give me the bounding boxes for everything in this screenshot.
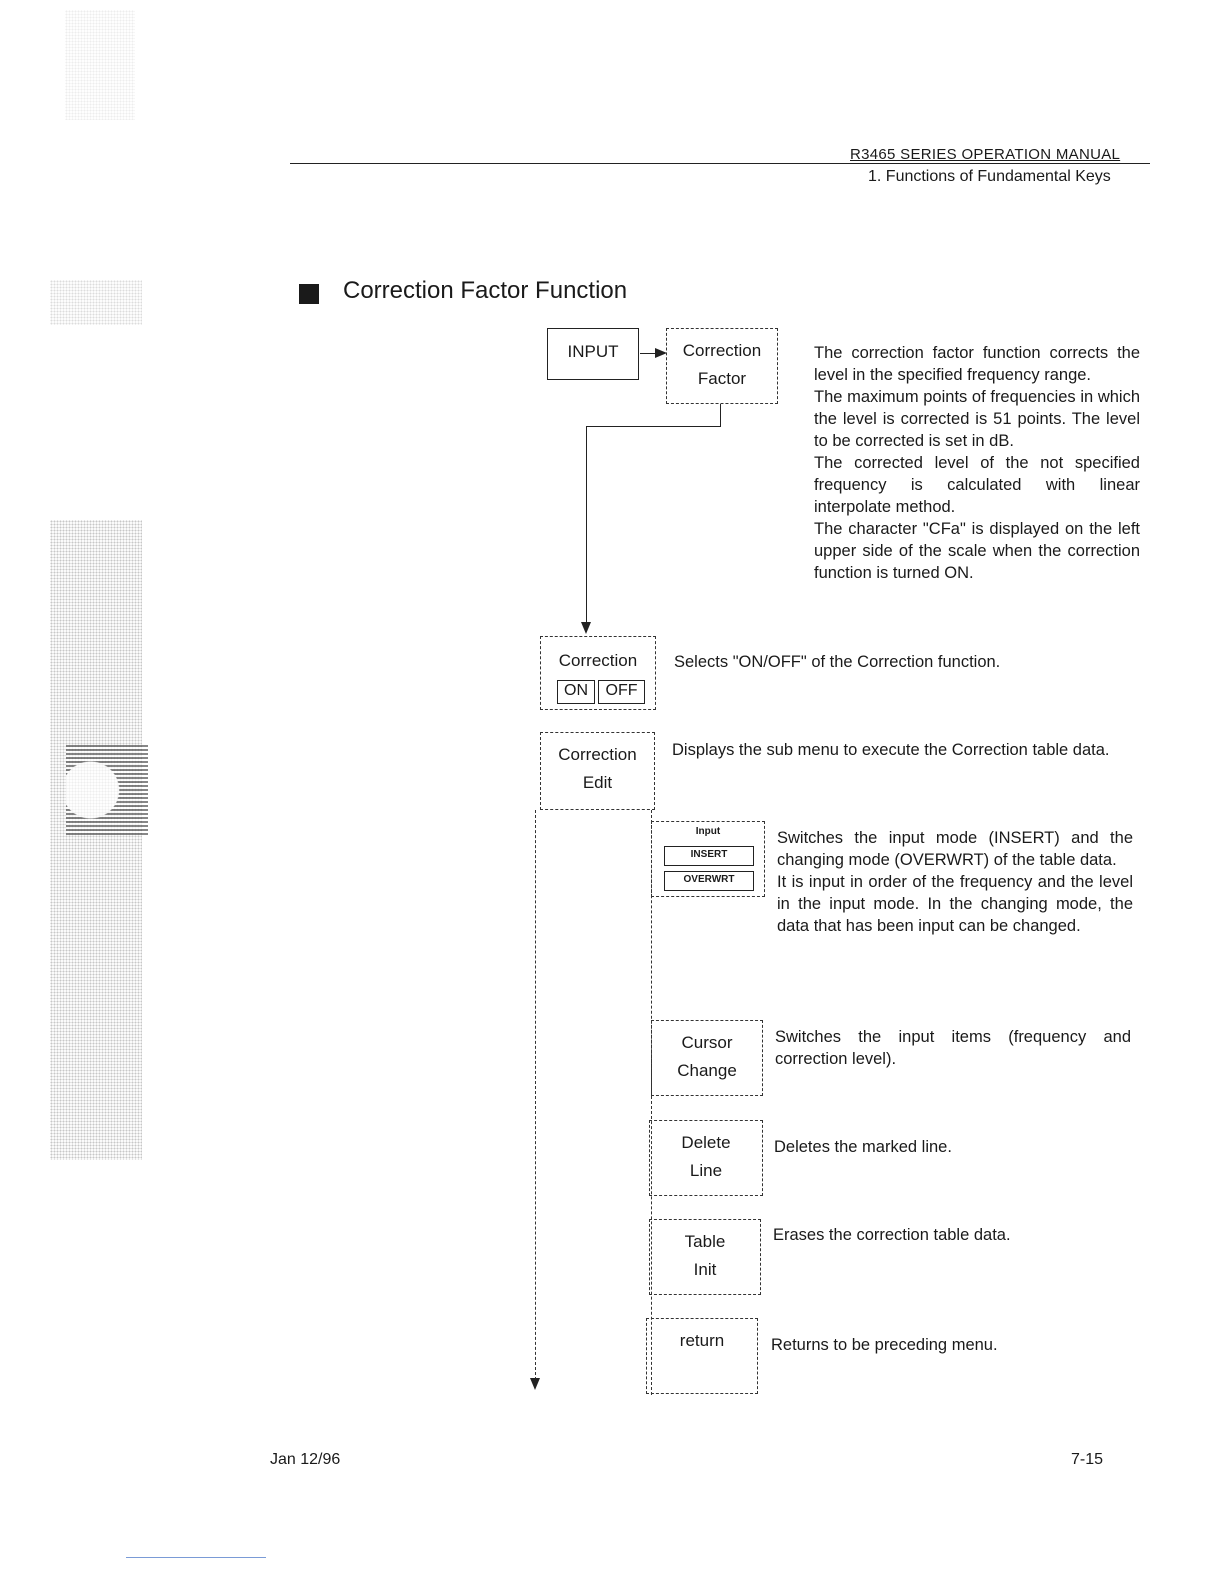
input-key-label: INPUT <box>567 342 619 361</box>
section-bullet-icon <box>299 284 319 304</box>
delete-line-label-2: Line <box>689 1161 723 1180</box>
correction-factor-key[interactable] <box>666 328 778 404</box>
manual-title: R3465 SERIES OPERATION MANUAL <box>850 146 1121 163</box>
intro-paragraph: The corrected level of the not specified frequency is calculated with linear interpolate method. <box>814 454 1140 516</box>
menu-continuation-line <box>535 810 536 1380</box>
table-init-description: Erases the correction table data. <box>773 1226 1011 1244</box>
connector-line <box>586 426 721 427</box>
input-mode-paragraph: It is input in order of the frequency and the level in the input mode. In the changing mode, the data that has been input can be changed. <box>777 873 1133 935</box>
submenu-connector-line <box>651 810 652 1395</box>
input-mode-paragraph: Switches the input mode (INSERT) and the changing mode (OVERWRT) of the table data. <box>777 829 1133 869</box>
correction-edit-label-2: Edit <box>582 773 613 792</box>
correction-edit-label-1: Correction <box>558 745 637 764</box>
scan-noise <box>50 520 142 1160</box>
overwrt-option[interactable]: OVERWRT <box>664 871 754 891</box>
intro-paragraph: The correction factor function corrects the level in the specified frequency range. <box>814 344 1140 384</box>
input-key[interactable] <box>547 328 639 380</box>
return-key[interactable] <box>646 1318 758 1394</box>
page-number: 7-15 <box>1071 1451 1104 1468</box>
correction-onoff-label: Correction <box>558 651 638 670</box>
delete-line-label-1: Delete <box>681 1133 731 1152</box>
delete-line-key[interactable] <box>649 1120 763 1196</box>
connector-line <box>586 426 587 624</box>
arrow-down-icon <box>530 1378 540 1390</box>
cursor-change-label-1: Cursor <box>681 1033 733 1052</box>
return-description: Returns to be preceding menu. <box>771 1336 998 1354</box>
cursor-change-key[interactable] <box>651 1020 763 1096</box>
input-mode-description <box>777 827 1133 937</box>
correction-factor-label-1: Correction <box>682 341 762 360</box>
scan-noise <box>66 745 148 835</box>
correction-edit-description: Displays the sub menu to execute the Correction table data. <box>672 741 1110 759</box>
connector-line <box>720 404 721 426</box>
page-rule <box>126 1557 266 1558</box>
scan-noise <box>65 10 135 120</box>
intro-paragraph: The maximum points of frequencies in which the level is corrected is 51 points. The level to be corrected is set in dB. <box>814 388 1140 450</box>
chapter-title: 1. Functions of Fundamental Keys <box>868 168 1111 185</box>
on-option[interactable]: ON <box>557 680 595 704</box>
section-title: Correction Factor Function <box>343 277 628 304</box>
table-init-key[interactable] <box>649 1219 761 1295</box>
correction-onoff-description: Selects "ON/OFF" of the Correction function. <box>674 653 1001 671</box>
arrow-down-icon <box>581 622 591 634</box>
input-mode-label: Input <box>695 826 721 837</box>
return-label: return <box>679 1331 725 1350</box>
header-rule <box>290 163 1150 164</box>
intro-description <box>814 342 1140 584</box>
cursor-change-label-2: Change <box>677 1061 737 1080</box>
correction-edit-key[interactable] <box>540 732 655 810</box>
table-init-label-1: Table <box>684 1232 726 1251</box>
table-init-label-2: Init <box>693 1260 717 1279</box>
footer-date: Jan 12/96 <box>270 1451 341 1468</box>
connector-line <box>640 353 656 354</box>
intro-paragraph: The character "CFa" is displayed on the left upper side of the scale when the correction function is turned ON. <box>814 520 1140 582</box>
delete-line-description: Deletes the marked line. <box>774 1138 952 1156</box>
cursor-change-description: Switches the input items (frequency and correction level). <box>775 1028 1131 1068</box>
insert-option[interactable]: INSERT <box>664 846 754 866</box>
correction-factor-label-2: Factor <box>697 369 747 388</box>
off-option[interactable]: OFF <box>598 680 645 704</box>
scan-noise <box>50 280 142 325</box>
